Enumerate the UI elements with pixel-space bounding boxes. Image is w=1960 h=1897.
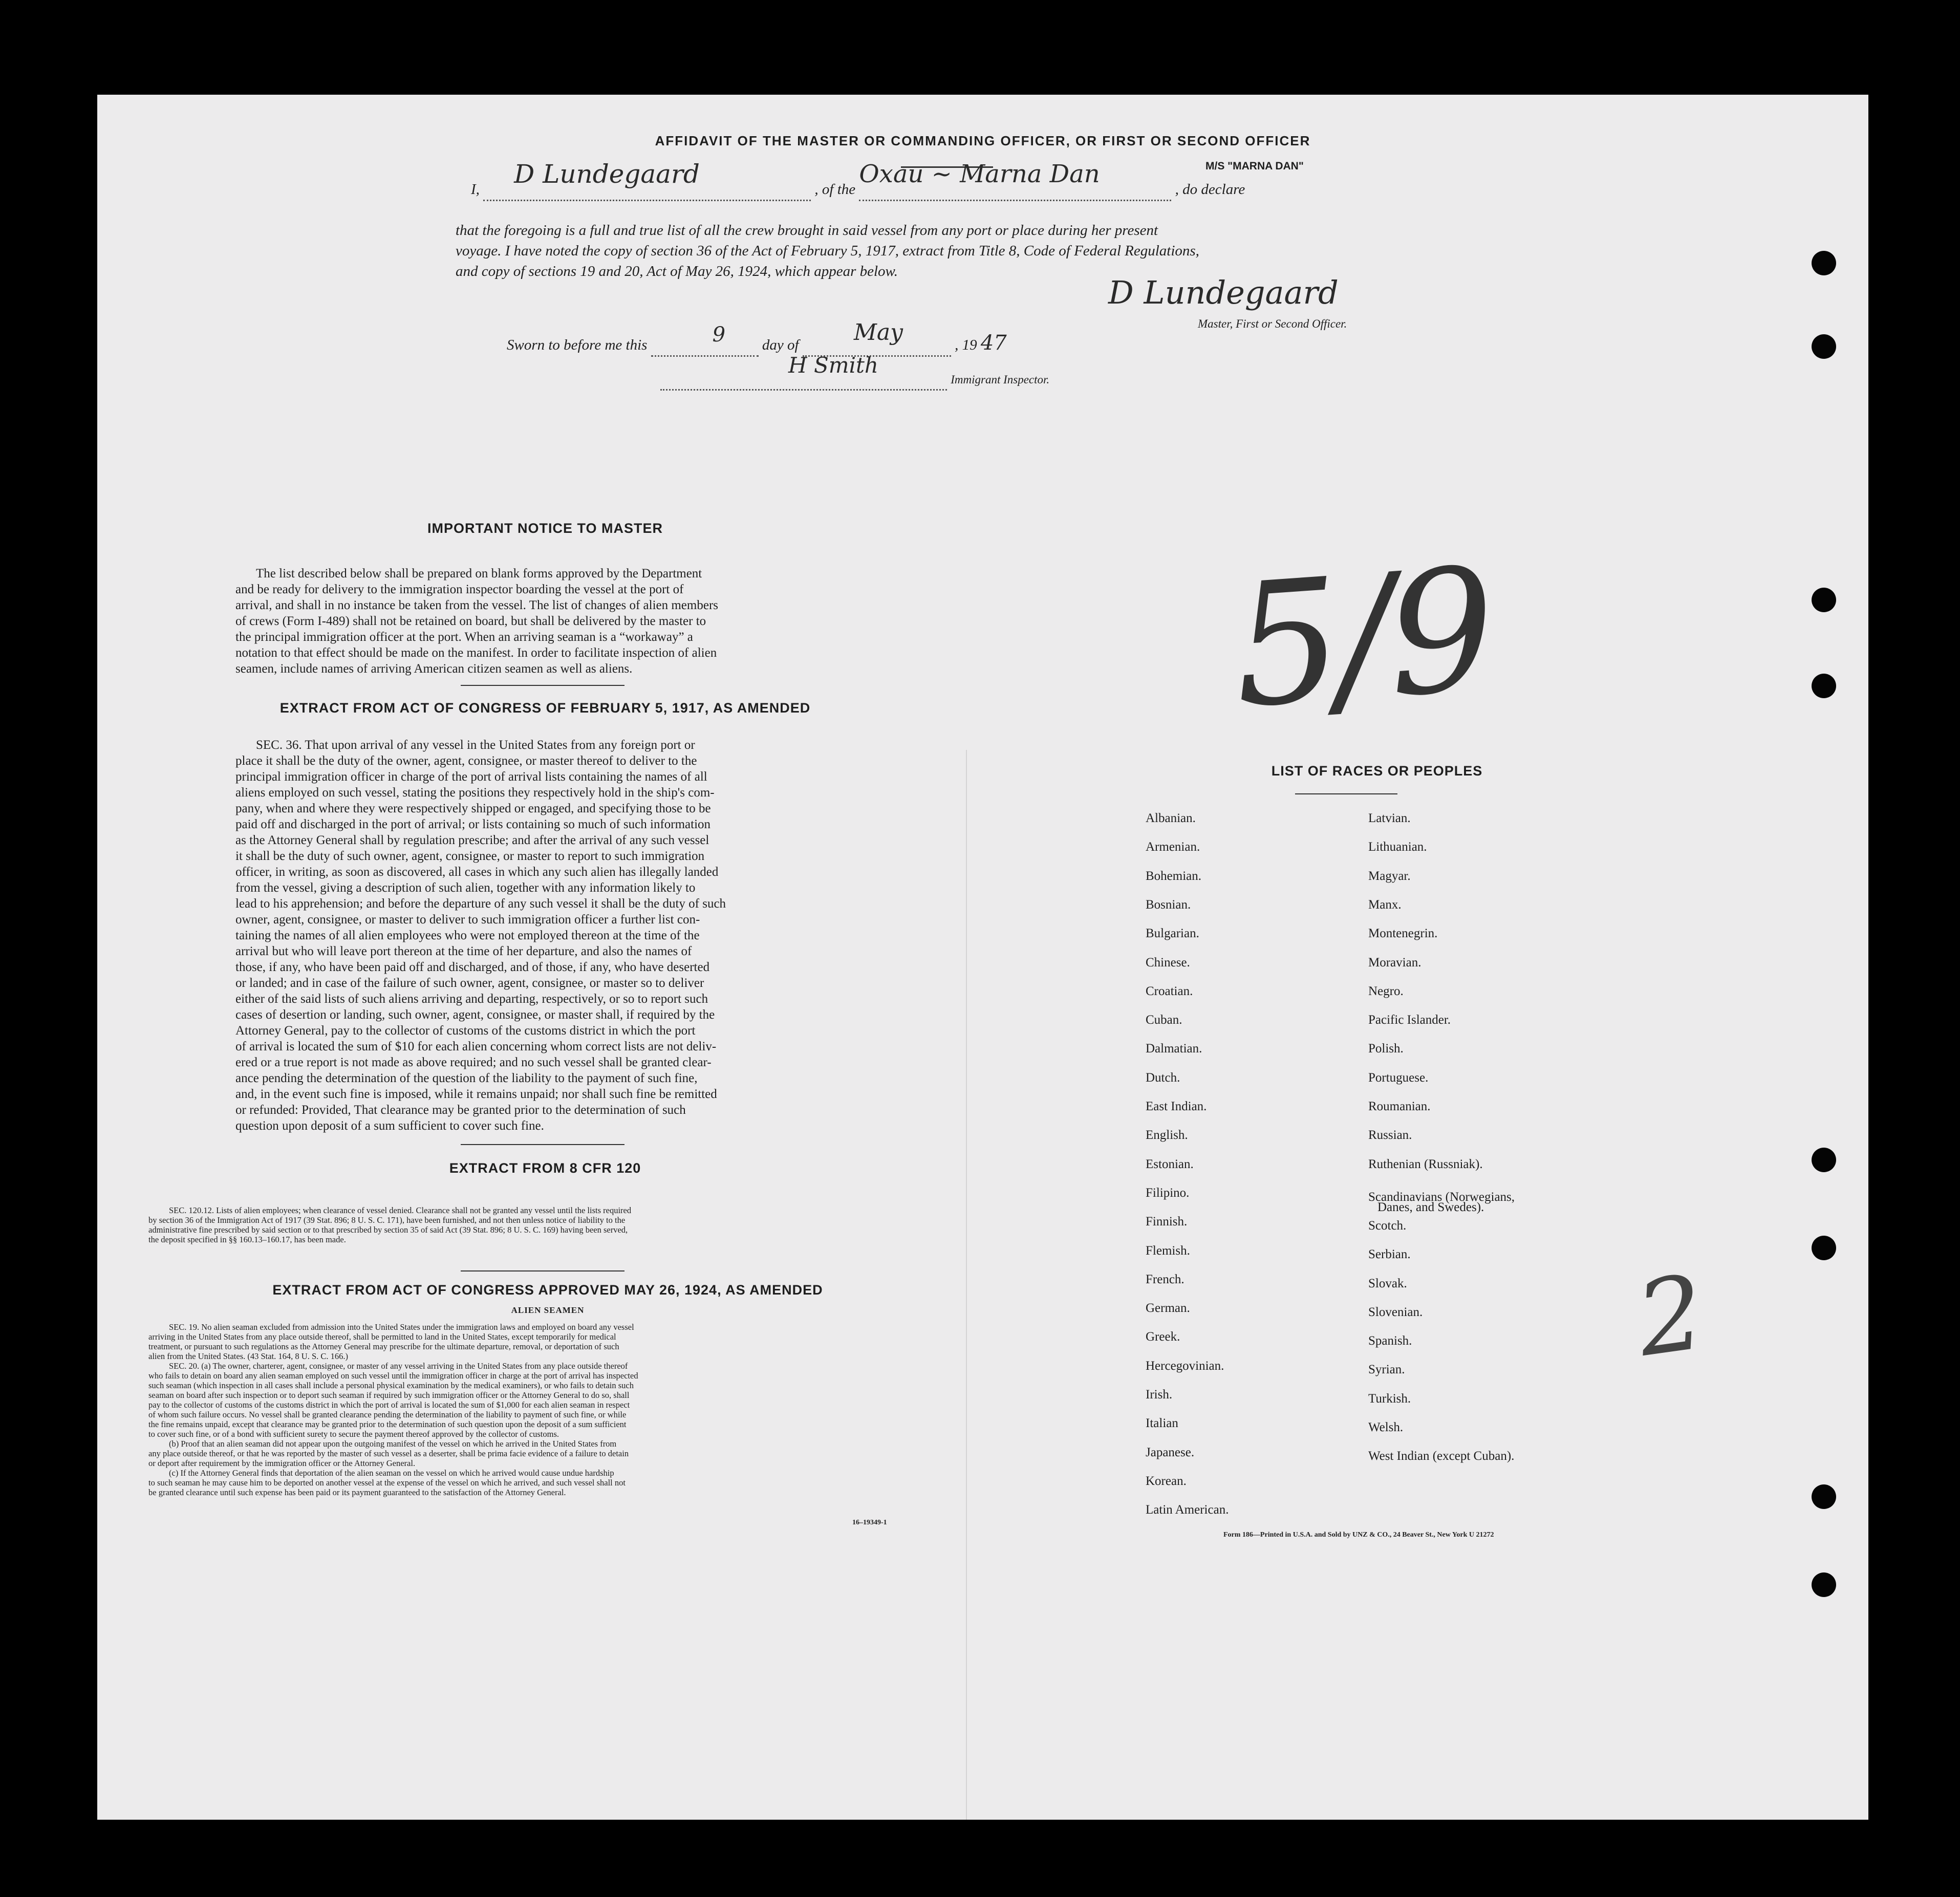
affidavit-body-line-2: that the foregoing is a full and true list of all the crew brought in said vessel from any port or place during her present	[456, 222, 1158, 239]
extract-cfr-text	[148, 1205, 921, 1244]
race-item: Chinese.	[1146, 955, 1190, 969]
printer-imprint: Form 186—Printed in U.S.A. and Sold by UNZ & CO., 24 Beaver St., New York U 21272	[1223, 1531, 1494, 1539]
vessel-name-field	[859, 160, 1171, 201]
form-number: 16–19349-1	[852, 1519, 887, 1526]
punch-hole	[1812, 1148, 1836, 1172]
race-item: Manx.	[1368, 897, 1402, 912]
affidavit-body-line-4: and copy of sections 19 and 20, Act of May 26, 1924, which appear below.	[456, 263, 898, 279]
punch-hole	[1812, 588, 1836, 612]
extract-cfr-title: EXTRACT FROM 8 CFR 120	[449, 1160, 641, 1176]
sworn-line	[507, 319, 1275, 357]
race-item: Slovak.	[1368, 1276, 1407, 1290]
extract-line: pay to the collector of customs of the customs district in which the port of arrival is located the sum of $1,000 for each alien seaman in respect	[148, 1400, 630, 1410]
master-signature-label: Master, First or Second Officer.	[1198, 317, 1347, 330]
notice-title: IMPORTANT NOTICE TO MASTER	[427, 521, 663, 536]
notice-line: the principal immigration officer at the port. When an arriving seaman is a “workaway” a	[235, 630, 693, 644]
year-prefix: , 19	[955, 337, 977, 353]
race-item: Magyar.	[1368, 869, 1411, 883]
extract-line: who fails to detain on board any alien seaman employed on such vessel until the immigration officer in charge at the port of arrival has inspected	[148, 1371, 638, 1381]
race-item: Japanese.	[1146, 1445, 1195, 1459]
extract-line: it shall be the duty of such owner, agent, consignee, or master to report to such immigration	[235, 849, 705, 863]
handwritten-page-number: 5/9	[1227, 531, 1497, 746]
extract-line: arriving in the United States from any place outside thereof, shall be permitted to land in the United States, except temporarily for medical	[148, 1332, 616, 1342]
punch-hole	[1812, 1236, 1836, 1260]
extract-line: taining the names of all alien employees who were not employed thereon at the time of the	[235, 929, 700, 942]
race-item: Slovenian.	[1368, 1305, 1423, 1319]
extract-line: SEC. 19. No alien seaman excluded from admission into the United States under the immigration laws and employed on board any vessel	[169, 1322, 634, 1332]
race-item: Negro.	[1368, 984, 1404, 998]
extract-line: of arrival is located the sum of $10 for each alien concerning whom correct lists are not deliv-	[235, 1040, 717, 1053]
extract-1924-text	[148, 1322, 921, 1497]
extract-line: principal immigration officer in charge of the port of arrival lists containing the names of all	[235, 770, 707, 784]
races-title: LIST OF RACES OR PEOPLES	[1271, 763, 1483, 779]
race-item: Moravian.	[1368, 955, 1421, 969]
race-item: Flemish.	[1146, 1243, 1190, 1258]
race-item: Bohemian.	[1146, 869, 1202, 883]
section-rule	[461, 1144, 624, 1145]
extract-line: by section 36 of the Immigration Act of 1917 (39 Stat. 896; 8 U. S. C. 171), have been furnished, and not then unless notice of liability to the	[148, 1215, 626, 1225]
extract-line: lead to his apprehension; and before the departure of any such vessel it shall be the duty of such	[235, 897, 726, 911]
day-of-label: day of	[762, 337, 799, 353]
race-item: German.	[1146, 1301, 1190, 1316]
sworn-label: Sworn to before me this	[507, 337, 648, 353]
punch-hole	[1812, 334, 1836, 359]
race-item: Scandinavians (Norwegians,	[1368, 1190, 1515, 1204]
race-item: Greek.	[1146, 1330, 1180, 1344]
race-item: West Indian (except Cuban).	[1368, 1449, 1515, 1463]
master-name-field	[483, 159, 811, 201]
race-item: Pacific Islander.	[1368, 1013, 1451, 1027]
declare-end: , do declare	[1175, 181, 1245, 198]
race-item: Polish.	[1368, 1042, 1404, 1056]
extract-line: paid off and discharged in the port of arrival; or lists containing so much of such information	[235, 817, 711, 831]
affidavit-body-line-3: voyage. I have noted the copy of section 36 of the Act of February 5, 1917, extract from Title 8, Code of Federal Regulations,	[456, 243, 1199, 259]
notice-line: The list described below shall be prepared on blank forms approved by the Department	[256, 567, 702, 580]
sworn-day: 9	[712, 323, 726, 347]
extract-line: question upon deposit of a sum sufficient to cover such fine.	[235, 1119, 544, 1133]
race-item: Finnish.	[1146, 1215, 1188, 1229]
extract-line: either of the said lists of such aliens arriving and departing, respectively, or so to report such	[235, 992, 708, 1006]
race-item: Russian.	[1368, 1128, 1412, 1142]
race-item: Italian	[1146, 1416, 1178, 1431]
race-item: Dutch.	[1146, 1070, 1180, 1085]
race-item: Latin American.	[1146, 1503, 1229, 1517]
notice-line: notation to that effect should be made on the manifest. In order to facilitate inspection of alien	[235, 646, 717, 660]
extract-line: SEC. 120.12. Lists of alien employees; when clearance of vessel denied. Clearance shall not be granted any vessel until the lists required	[169, 1205, 632, 1215]
race-item: French.	[1146, 1272, 1184, 1286]
extract-1924-title: EXTRACT FROM ACT OF CONGRESS APPROVED MAY 26, 1924, AS AMENDED	[272, 1282, 823, 1298]
notice-line: arrival, and shall in no instance be taken from the vessel. The list of changes of alien members	[235, 598, 718, 612]
punch-hole	[1812, 674, 1836, 698]
race-item: Bosnian.	[1146, 897, 1191, 912]
fold-line	[966, 750, 967, 1820]
race-item: English.	[1146, 1128, 1188, 1142]
race-item: Scotch.	[1368, 1218, 1407, 1233]
extract-line: from the vessel, giving a description of such alien, together with any information likely to	[235, 881, 696, 895]
notice-line: of crews (Form I-489) shall not be retained on board, but shall be delivered by the master to	[235, 614, 706, 628]
race-item: Portuguese.	[1368, 1070, 1429, 1085]
extract-line: aliens employed on such vessel, stating the positions they respectively hold in the ship's com-	[235, 786, 715, 800]
race-item: Ruthenian (Russniak).	[1368, 1157, 1483, 1171]
race-item: Korean.	[1146, 1474, 1187, 1488]
sworn-year: 47	[980, 331, 1007, 355]
inspector-label: Immigrant Inspector.	[951, 373, 1050, 386]
notice-line: and be ready for delivery to the immigration inspector boarding the vessel at the port of	[235, 583, 684, 596]
race-item: Estonian.	[1146, 1157, 1194, 1171]
inspector-signature: H Smith	[788, 353, 878, 378]
extract-line: or deport after requirement by the immigration officer or the Attorney General.	[148, 1458, 416, 1468]
extract-line: place it shall be the duty of the owner, agent, consignee, or master thereof to deliver to the	[235, 754, 697, 768]
vessel-name-handwriting: Oxau ~ Marna Dan	[859, 160, 1100, 188]
inspector-line	[660, 353, 1050, 391]
extract-line: of whom such failure occurs. No vessel shall be granted clearance pending the determination of the liability to payment of such fine, or while	[148, 1410, 627, 1419]
extract-line: Attorney General, pay to the collector of customs of the customs district in which the port	[235, 1024, 696, 1038]
race-item: Cuban.	[1146, 1013, 1182, 1027]
extract-line: ered or a true report is not made as above required; and no such vessel shall be granted clear-	[235, 1055, 712, 1069]
race-item: Welsh.	[1368, 1420, 1404, 1434]
declare-i: I,	[471, 181, 480, 198]
punch-hole	[1812, 1572, 1836, 1597]
extract-line: be granted clearance until such expense has been paid or its payment guaranteed to the satisfaction of the Attorney General.	[148, 1488, 566, 1497]
race-item: Hercegovinian.	[1146, 1359, 1224, 1373]
extract-1917-title: EXTRACT FROM ACT OF CONGRESS OF FEBRUARY 5, 1917, AS AMENDED	[279, 700, 811, 716]
race-item: Dalmatian.	[1146, 1042, 1202, 1056]
extract-line: or refunded: Provided, That clearance may be granted prior to the determination of such	[235, 1103, 686, 1117]
extract-line: ance pending the determination of the question of the liability to the payment of such fine,	[235, 1071, 698, 1085]
extract-line: pany, when and where they were respectively shipped or engaged, and specifying those to be	[235, 802, 711, 815]
race-item: Filipino.	[1146, 1185, 1190, 1200]
extract-line: such seaman (which inspection in all cases shall include a personal physical examination by the medical examiners), or who fails to detain such	[148, 1381, 634, 1390]
handwritten-side-number: 2	[1630, 1253, 1711, 1380]
extract-1924-subtitle: ALIEN SEAMEN	[511, 1305, 585, 1315]
extract-line: SEC. 36. That upon arrival of any vessel in the United States from any foreign port or	[256, 738, 695, 752]
inspector-field	[660, 353, 947, 391]
extract-line: to such seaman he may cause him to be deported on another vessel at the expense of the vessel on which he arrived, and such vessel shall not	[148, 1478, 626, 1488]
notice-line: seamen, include names of arriving American citizen seamen as well as aliens.	[235, 662, 633, 676]
extract-line: administrative fine prescribed by said section or to that prescribed by section 35 of said Act (39 Stat. 896; 8 U. S. C. 169) having been served,	[148, 1225, 628, 1235]
race-item: Albanian.	[1146, 811, 1196, 825]
master-signature: D Lundegaard	[1108, 274, 1339, 311]
extract-line: treatment, or pursuant to such regulations as the Attorney General may prescribe for the ultimate departure, removal, or deportation of such	[148, 1342, 619, 1351]
race-item: Roumanian.	[1368, 1100, 1431, 1113]
race-item: Spanish.	[1368, 1334, 1412, 1348]
extract-line: owner, agent, consignee, or master to deliver to such immigration officer a further list con-	[235, 913, 700, 926]
race-item: Croatian.	[1146, 984, 1193, 998]
declare-of-the: , of the	[814, 181, 856, 198]
extract-line: (b) Proof that an alien seaman did not appear upon the outgoing manifest of the vessel on which he arrived in the United States from	[169, 1439, 617, 1449]
punch-hole	[1812, 1484, 1836, 1509]
notice-text	[235, 566, 855, 677]
section-rule	[461, 685, 624, 686]
race-item: East Indian.	[1146, 1100, 1207, 1113]
race-item: Montenegrin.	[1368, 926, 1438, 941]
extract-line: and, in the event such fine is imposed, while it remains unpaid; nor shall such fine be remitted	[235, 1087, 717, 1101]
vessel-stamp: M/S "MARNA DAN"	[1205, 160, 1304, 172]
races-rule	[1295, 793, 1397, 794]
race-item: Danes, and Swedes).	[1377, 1200, 1484, 1214]
section-rule	[461, 1270, 624, 1271]
extract-line: cases of desertion or landing, such owner, agent, consignee, or master shall, if required by the	[235, 1008, 715, 1022]
extract-line: seaman on board after such inspection or to deport such seaman if required by such immigration officer or the Attorney General to do so, shall	[148, 1390, 630, 1400]
affidavit-title: AFFIDAVIT OF THE MASTER OR COMMANDING OFFICER, OR FIRST OR SECOND OFFICER	[655, 133, 1311, 148]
extract-line: those, if any, who have been paid off and discharged, and of those, if any, who have deserted	[235, 960, 710, 974]
extract-line: SEC. 20. (a) The owner, charterer, agent, consignee, or master of any vessel arriving in the United States from any place outside thereof	[169, 1361, 628, 1371]
race-item: Irish.	[1146, 1388, 1173, 1402]
race-item: Armenian.	[1146, 840, 1200, 854]
extract-line: or landed; and in case of the failure of such owner, agent, consignee, or master so to deliver	[235, 976, 704, 990]
sworn-month: May	[853, 319, 903, 346]
race-item: Lithuanian.	[1368, 840, 1427, 854]
extract-line: officer, in writing, as soon as discovered, all cases in which any such alien has illegally landed	[235, 865, 719, 879]
extract-line: the fine remains unpaid, except that clearance may be granted prior to the determination of such question upon the deposit of a sum sufficient	[148, 1419, 627, 1429]
race-item: Bulgarian.	[1146, 926, 1199, 941]
extract-line: (c) If the Attorney General finds that deportation of the alien seaman on the vessel on which he arrived would cause undue hardship	[169, 1468, 614, 1478]
race-item: Latvian.	[1368, 811, 1411, 825]
extract-line: arrival but who will leave port thereon at the time of her departure, and also the names of	[235, 944, 692, 958]
extract-line: to cover such fine, or of a bond with sufficient surety to secure the payment thereof approved by the collector of customs.	[148, 1429, 559, 1439]
extract-line: any place outside thereof, or that he was reported by the master of such vessel as a deserter, shall be prima facie evidence of a failure to detain	[148, 1449, 629, 1458]
extract-line: alien from the United States. (43 Stat. 164, 8 U. S. C. 166.)	[148, 1351, 348, 1361]
race-item: Serbian.	[1368, 1247, 1411, 1262]
extract-1917-text	[235, 737, 855, 1134]
race-item: Turkish.	[1368, 1391, 1411, 1406]
punch-hole	[1812, 251, 1836, 275]
sworn-day-field	[651, 323, 759, 357]
master-name-handwriting: D Lundegaard	[514, 159, 700, 189]
document-sheet	[97, 95, 1868, 1820]
extract-line: the deposit specified in §§ 160.13–160.17, has been made.	[148, 1235, 346, 1244]
race-item: Syrian.	[1368, 1363, 1405, 1377]
extract-line: as the Attorney General shall by regulation prescribe; and after the arrival of any such vessel	[235, 833, 709, 847]
